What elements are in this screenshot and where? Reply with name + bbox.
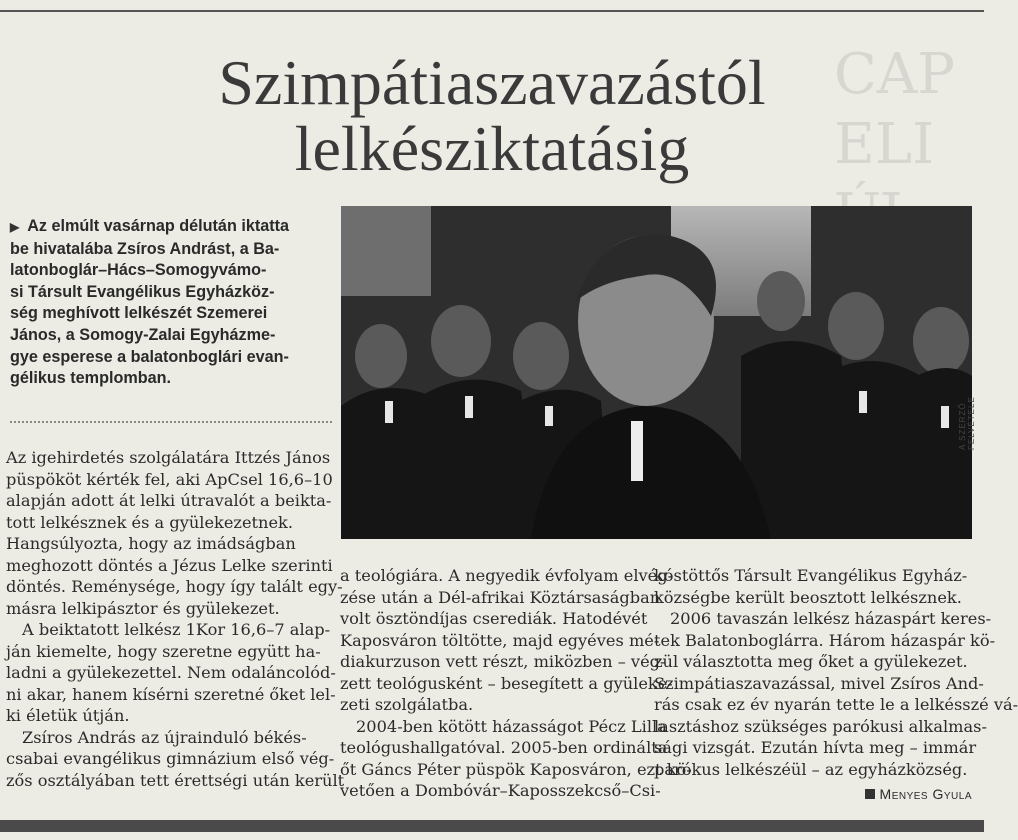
text-line: sági vizsgát. Ezután hívta meg – immár: [654, 738, 977, 757]
paragraph: [654, 565, 972, 608]
photo-illustration: [341, 206, 972, 539]
text-line: vetően a Dombóvár–Kaposszekcső–Csi-: [340, 781, 661, 800]
text-line: lasztáshoz szükséges parókusi alkalmas-: [654, 716, 987, 736]
photo-credit: A SZERZŐ FELVÉTELE: [958, 396, 976, 450]
text-line: tek Balatonboglárra. Három házaspár kö-: [654, 630, 996, 650]
lead-line: si Társult Evangélikus Egyházköz-: [10, 282, 275, 301]
bottom-rule: [0, 820, 984, 832]
text-line: Szimpátiaszavazással, mivel Zsíros And-: [654, 673, 984, 693]
text-line: 2006 tavaszán lelkész házaspárt keres-: [670, 609, 992, 628]
lead-line: János, a Somogy-Zalai Egyházme-: [10, 325, 276, 344]
lead-line: ség meghívott lelkészét Szemerei: [10, 304, 268, 323]
text-line: ni akar, hanem kísérni szeretné őket lel-: [6, 684, 336, 704]
text-line: diakurzuson vett részt, miközben – vég-: [340, 652, 666, 671]
lead-line: Az elmúlt vasárnap délután iktatta: [27, 217, 290, 235]
text-line: meghozott döntés a Jézus Lelke szerinti: [6, 555, 333, 575]
text-line: püspököt kérték fel, aki ApCsel 16,6–10: [6, 469, 333, 489]
paragraph: [340, 716, 692, 802]
bleed-through-text: CAP ELI: [834, 42, 955, 177]
text-line: zeti szolgálatba.: [340, 695, 474, 714]
text-line: parókus lelkészéül – az egyházközség.: [654, 759, 968, 779]
lead-line: gye esperese a balatonboglári evan-: [10, 347, 289, 366]
text-line: Az igehirdetés szolgálatára Ittzés János: [6, 448, 331, 467]
triangle-bullet-icon: ▶: [10, 220, 20, 234]
text-line: ki életük útján.: [6, 706, 130, 725]
lead-line: gélikus templomban.: [10, 369, 172, 388]
lead-line: latonboglár–Hács–Somogyvámo-: [10, 261, 267, 280]
lead-line: be hivatalába Zsíros Andrást, a Ba-: [10, 239, 280, 258]
text-line: zett teológusként – besegített a gyüleke-: [340, 673, 673, 693]
text-line: kóstöttős Társult Evangélikus Egyház-: [654, 566, 968, 585]
paragraph: [6, 727, 345, 792]
paragraph: [6, 619, 336, 727]
headline-line-2: lelkésziktatásig: [294, 113, 690, 184]
square-bullet-icon: [865, 789, 875, 799]
headline: [0, 47, 984, 184]
text-line: községbe került beosztott lelkésznek.: [654, 587, 962, 607]
text-line: Hangsúlyozta, hogy az imádságban: [6, 534, 296, 553]
text-line: volt ösztöndíjas cserediák. Hatodévét: [340, 609, 648, 628]
article-column-3: [654, 565, 1018, 806]
text-line: Kaposváron töltötte, majd egyéves mé-: [340, 630, 660, 650]
headline-line-1: Szimpátiaszavazástól: [218, 47, 766, 118]
text-line: zős osztályában tett érettségi után került: [6, 770, 345, 790]
text-line: zül választotta meg őket a gyülekezet.: [654, 652, 968, 671]
text-line: teológushallgatóval. 2005-ben ordinálta: [340, 738, 668, 757]
text-line: alapján adott át lelki útravalót a beikta-: [6, 491, 332, 510]
text-line: a teológiára. A negyedik évfolyam elvég-: [340, 566, 674, 585]
text-line: 2004-ben kötött házasságot Pécz Lilla: [356, 716, 667, 736]
text-line: A beiktatott lelkész 1Kor 16,6–7 alap-: [22, 620, 331, 639]
author-byline: [654, 784, 972, 806]
paragraph: [6, 447, 343, 619]
text-line: zése után a Dél-afrikai Köztársaságban: [340, 587, 661, 607]
dotted-divider: [10, 421, 332, 423]
text-line: Zsíros András az újrainduló békés-: [22, 727, 307, 747]
text-line: döntés. Reménysége, hogy így talált egy-: [6, 577, 343, 596]
text-line: csabai evangélikus gimnázium első vég-: [6, 749, 335, 768]
paragraph: [340, 565, 674, 716]
author-name: Menyes Gyula: [879, 786, 972, 802]
text-line: másra lelkipásztor és gyülekezet.: [6, 598, 280, 618]
text-line: tott lelkésznek és a gyülekezetnek.: [6, 512, 294, 532]
text-line: őt Gáncs Péter püspök Kaposváron, ezt kö-: [340, 759, 692, 779]
article-column-1: [6, 447, 345, 791]
article-column-2: [340, 565, 692, 802]
top-rule: [0, 10, 984, 12]
paragraph: [654, 608, 1018, 780]
lead-paragraph: [10, 216, 332, 390]
ceremony-photo: [341, 206, 972, 539]
text-line: ladni a gyülekezettel. Nem odaláncolód-: [6, 663, 336, 682]
text-line: ján kiemelte, hogy szeretne együtt ha-: [6, 641, 321, 661]
text-line: rás csak ez év nyarán tette le a lelkésszé vá-: [654, 695, 1018, 714]
